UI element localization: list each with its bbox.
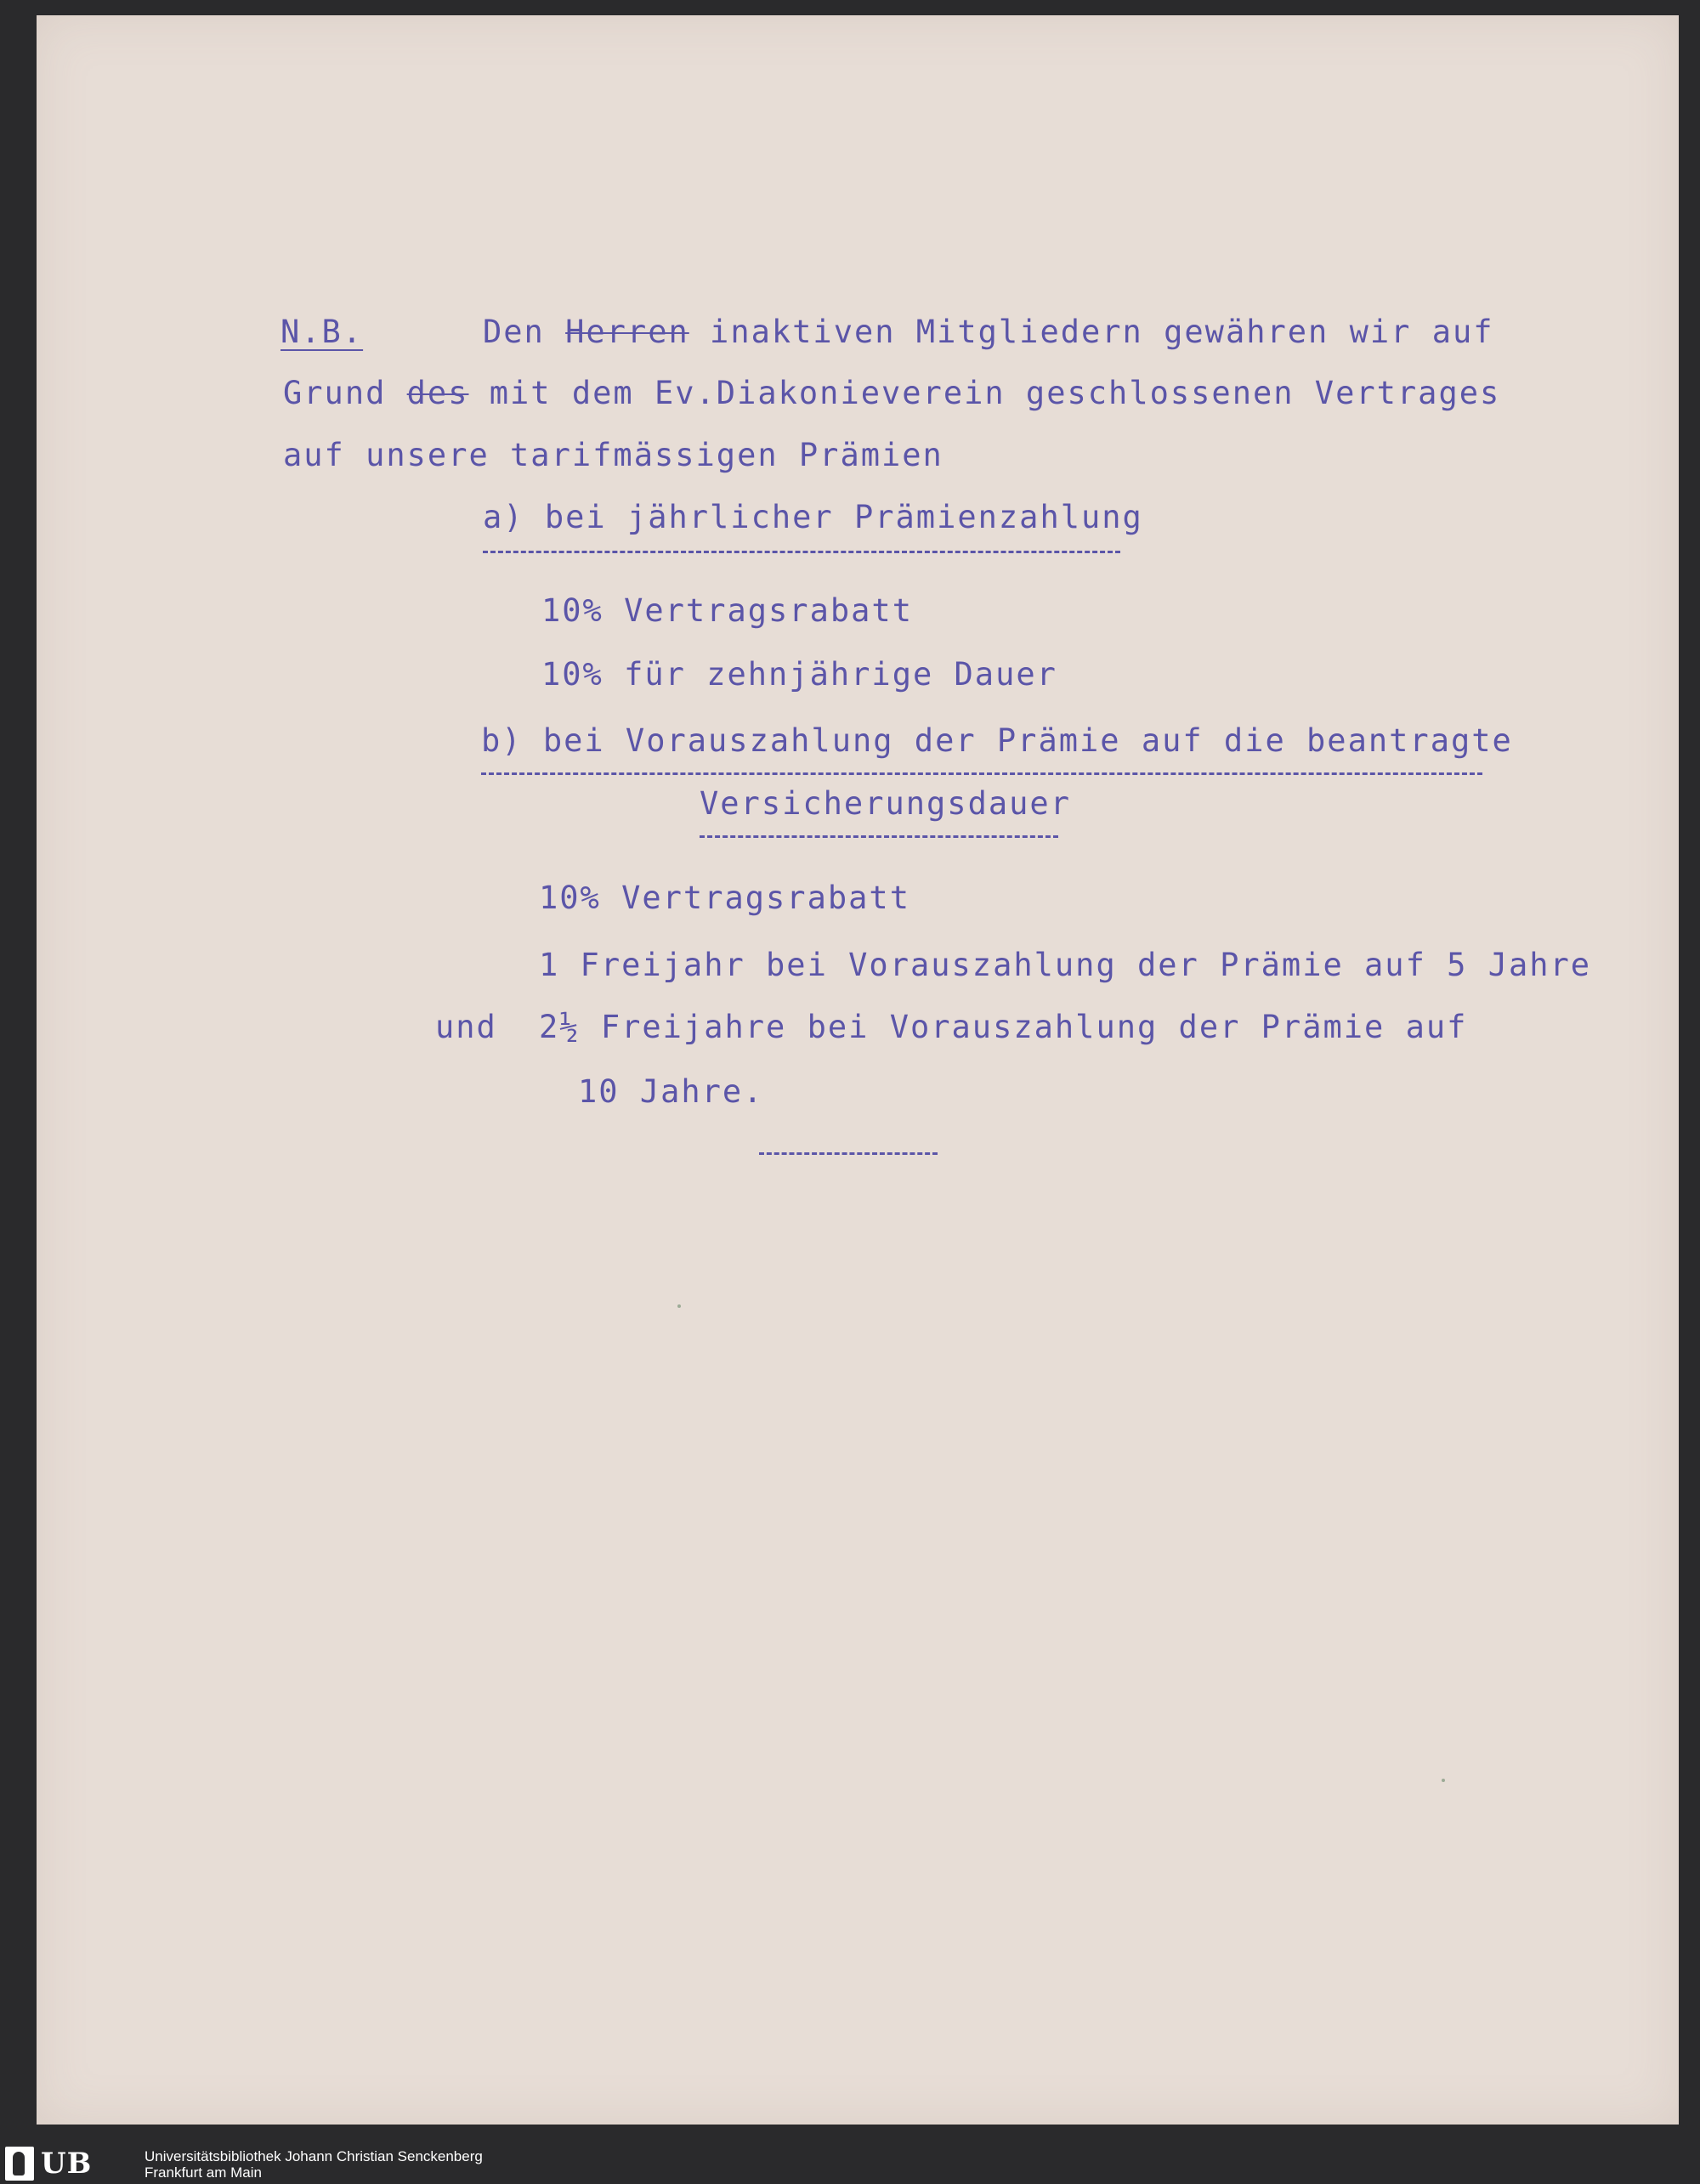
- intro-line-3: auf unsere tarifmässigen Prämien: [283, 437, 944, 473]
- intro-line-1-end: inaktiven Mitgliedern gewähren wir auf: [688, 314, 1494, 350]
- ub-logo: [5, 2146, 136, 2181]
- intro-line-2-start: Grund: [283, 375, 407, 411]
- intro-line-1-start: Den: [483, 314, 566, 350]
- section-b-underline: [481, 772, 1482, 775]
- intro-line-2-end: mit dem Ev.Diakonieverein geschlossenen Vertrages: [468, 375, 1501, 411]
- section-b-item-3: 2½ Freijahre bei Vorauszahlung der Prämie auf: [539, 1009, 1468, 1045]
- intro-line-1: [483, 316, 1494, 348]
- paper-speck: [1442, 1779, 1445, 1782]
- section-b-cont-underline: [700, 835, 1058, 838]
- section-b-item-3-cont: 10 Jahre.: [578, 1073, 764, 1110]
- senckenberg-portrait-icon: [5, 2147, 34, 2181]
- section-b-item-2: 1 Freijahr bei Vorauszahlung der Prämie auf 5 Jahre: [539, 947, 1592, 983]
- institution-line-1: Universitätsbibliothek Johann Christian Senckenberg: [144, 2148, 483, 2164]
- section-b-heading: b) bei Vorauszahlung der Prämie auf die beantragte: [481, 722, 1513, 759]
- institution-line-2: Frankfurt am Main: [144, 2164, 262, 2181]
- intro-line-2: [283, 377, 1500, 409]
- struck-word-des: des: [406, 375, 469, 411]
- section-a-item-2: 10% für zehnjährige Dauer: [541, 656, 1057, 693]
- struck-word-herren: Herren: [565, 314, 689, 350]
- section-a-item-1: 10% Vertragsrabatt: [541, 592, 913, 629]
- section-a-heading: a) bei jährlicher Prämienzahlung: [483, 499, 1143, 535]
- logo-text: UB: [41, 2147, 93, 2181]
- section-b-und: und: [435, 1009, 497, 1045]
- section-a-underline: [483, 551, 1120, 553]
- section-b-heading-cont: Versicherungsdauer: [700, 785, 1071, 822]
- paper-speck: [677, 1304, 681, 1308]
- section-b-item-1: 10% Vertragsrabatt: [539, 880, 910, 916]
- institution-credit: [144, 2148, 483, 2181]
- closing-dashes: [759, 1152, 938, 1155]
- note-label: N.B.: [280, 314, 364, 350]
